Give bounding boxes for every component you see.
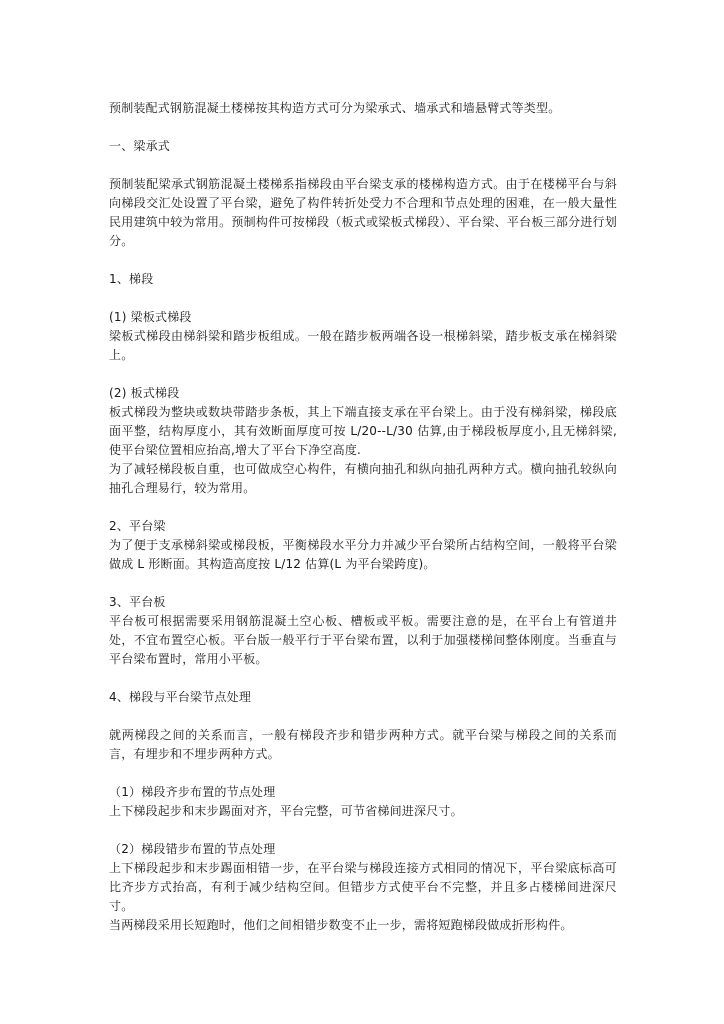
document-page (109, 99, 617, 935)
intro-paragraph: 预制装配式钢筋混凝土楼梯按其构造方式可分为梁承式、墙承式和墙悬臂式等类型。 (109, 101, 561, 115)
staggered-steps-paragraph-2: 当两梯段采用长短跑时，他们之间相错步数变不止一步，需将短跑梯段做成折形构件。 (109, 918, 573, 932)
aligned-steps-paragraph: 上下梯段起步和末步踢面对齐，平台完整，可节省梯间进深尺寸。 (109, 804, 463, 818)
subheading-node-treatment: 4、梯段与平台梁节点处理 (109, 690, 252, 704)
subheading-slab-flight: (2) 板式梯段 (109, 386, 180, 400)
subheading-beam-slab-flight: (1) 梁板式梯段 (109, 310, 192, 324)
platform-slab-paragraph: 平台板可根据需要采用钢筋混凝土空心板、槽板或平板。需要注意的是，在平台上有管道井处，不宜布置空心板。平台版一般平行于平台梁布置，以利于加强楼梯间整体刚度。当垂直与平台梁布置时，常用小平板。 (109, 614, 617, 666)
subheading-platform-beam: 2、平台梁 (109, 519, 166, 533)
slab-flight-paragraph-2: 为了减轻梯段板自重，也可做成空心构件，有横向抽孔和纵向抽孔两种方式。横向抽孔较纵向抽孔合理易行，较为常用。 (109, 462, 617, 495)
section-heading-beam-supported: 一、梁承式 (109, 139, 171, 153)
slab-flight-paragraph-1: 板式梯段为整块或数块带踏步条板，其上下端直接支承在平台梁上。由于没有梯斜梁，梯段底面平整，结构厚度小，其有效断面厚度可按 L/20--L/30 估算,由于梯段板厚度小,且无梯斜梁,使平台梁位置相应抬高,增大了平台下净空高度. (109, 405, 617, 457)
node-treatment-paragraph: 就两梯段之间的关系而言，一般有梯段齐步和错步两种方式。就平台梁与梯段之间的关系而言，有埋步和不埋步两种方式。 (109, 728, 617, 761)
beam-supported-paragraph: 预制装配梁承式钢筋混凝土楼梯系指梯段由平台梁支承的楼梯构造方式。由于在楼梯平台与斜向梯段交汇处设置了平台梁，避免了构件转折处受力不合理和节点处理的困难，在一般大量性民用建筑中较为常用。预制构件可按梯段（板式或梁板式梯段）、平台梁、平台板三部分进行划分。 (109, 177, 617, 248)
subheading-stair-flight: 1、梯段 (109, 272, 154, 286)
subheading-aligned-steps: （1）梯段齐步布置的节点处理 (109, 785, 276, 799)
beam-slab-flight-paragraph: 梁板式梯段由梯斜梁和踏步板组成。一般在踏步板两端各设一根梯斜梁，踏步板支承在梯斜梁上。 (109, 329, 617, 362)
subheading-platform-slab: 3、平台板 (109, 595, 166, 609)
platform-beam-paragraph: 为了便于支承梯斜梁或梯段板，平衡梯段水平分力并减少平台梁所占结构空间，一般将平台梁做成 L 形断面。其构造高度按 L/12 估算(L 为平台梁跨度)。 (109, 538, 617, 571)
subheading-staggered-steps: （2）梯段错步布置的节点处理 (109, 842, 276, 856)
staggered-steps-paragraph-1: 上下梯段起步和末步踢面相错一步，在平台梁与梯段连接方式相同的情况下，平台梁底标高可比齐步方式抬高，有利于减少结构空间。但错步方式使平台不完整，并且多占楼梯间进深尺寸。 (109, 861, 617, 913)
